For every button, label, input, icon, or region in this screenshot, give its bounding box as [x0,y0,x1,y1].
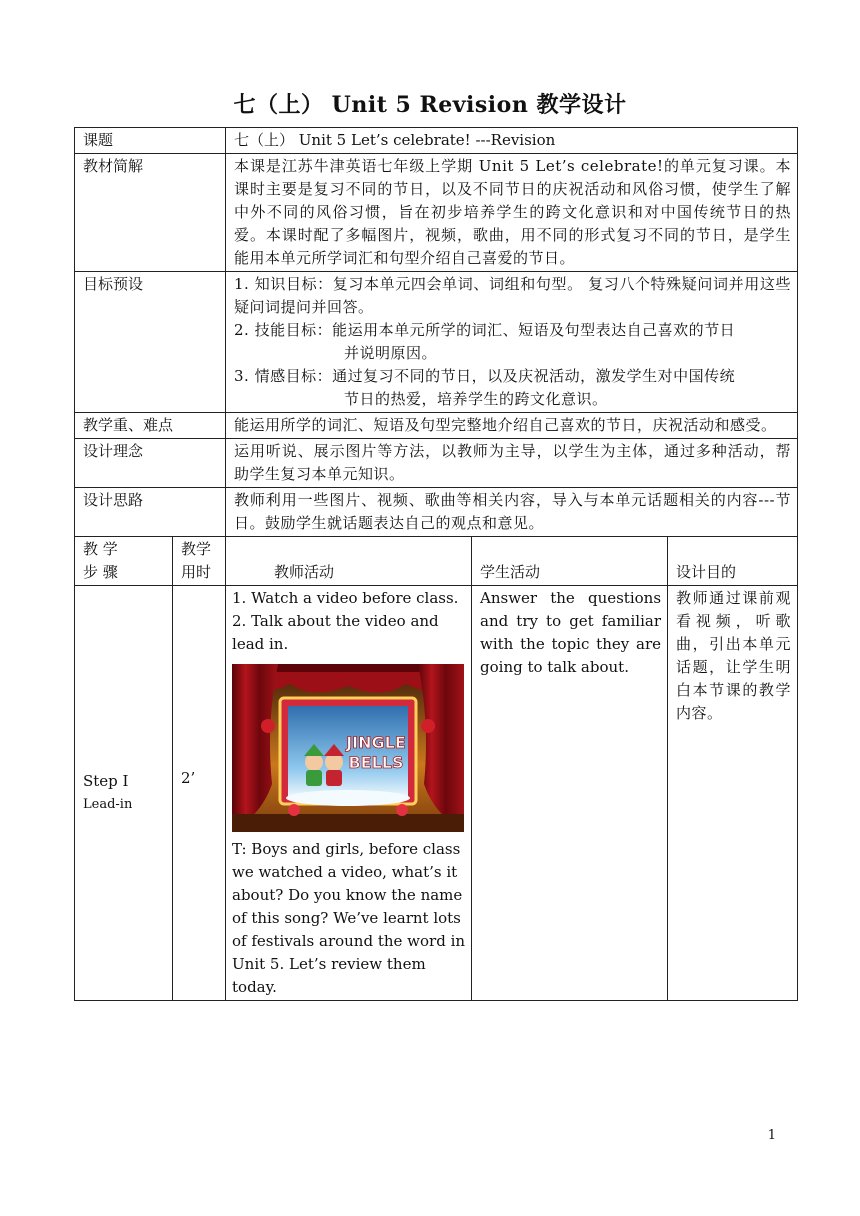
goal-skill-cont: 并说明原因。 [344,344,438,362]
step1-name-cell [75,586,173,1001]
teacher-activity-3: T: Boys and girls, before class we watched a video, what’s it about? Do you know the name of this song? We’ve learnt lots of festivals around the word in Unit 5. Let’s review them today. [232,840,466,996]
step1-teacher-cell [226,586,472,1001]
header-step-line1: 教 学 [83,540,118,558]
row-goals [75,272,798,413]
teacher-activity-1: 1. Watch a video before class. [232,589,459,607]
goal-skill: 2. 技能目标：能运用本单元所学的词汇、短语及句型表达自己喜欢的节日 [234,321,736,339]
approach-value: 教师利用一些图片、视频、歌曲等相关内容，导入与本单元话题相关的内容---节日。鼓励学生就话题表达自己的观点和意见。 [226,488,798,537]
header-time [173,537,226,586]
row-material [75,154,798,272]
step1-sub: Lead-in [83,797,133,812]
page-title: 七（上） Unit 5 Revision 教学设计 [233,92,627,118]
header-step [75,537,173,586]
bells-text: BELLS [348,753,404,772]
goal-emotion: 3. 情感目标：通过复习不同的节日，以及庆祝活动，激发学生对中国传统 [234,367,736,385]
material-label: 教材简解 [75,154,226,272]
row-approach [75,488,798,537]
header-purpose: 设计目的 [668,537,798,586]
goal-knowledge: 1. 知识目标：复习本单元四会单词、词组和句型。 复习八个特殊疑问词并用这些疑问词提问并回答。 [234,275,792,316]
goals-label: 目标预设 [75,272,226,413]
row-step1 [75,586,798,1001]
jingle-bells-illustration [232,664,464,832]
goal-emotion-cont: 节日的热爱，培养学生的跨文化意识。 [344,390,608,408]
jingle-bells-video-image [232,664,464,832]
concept-value: 运用听说、展示图片等方法，以教师为主导，以学生为主体，通过多种活动，帮助学生复习本单元知识。 [226,439,798,488]
topic-value: 七（上） Unit 5 Let’s celebrate! ---Revision [226,128,798,154]
lesson-plan-table [74,127,798,1001]
approach-label: 设计思路 [75,488,226,537]
concept-label: 设计理念 [75,439,226,488]
header-teacher: 教师活动 [226,537,472,586]
goals-value [226,272,798,413]
material-value: 本课是江苏牛津英语七年级上学期 Unit 5 Let’s celebrate!的单元复习课。本课时主要是复习不同的节日，以及不同节日的庆祝活动和风俗习惯，使学生了解中外不同的风俗习惯，旨在初步培养学生的跨文化意识和对中国传统节日的热爱。本课时配了多幅图片，视频，歌曲，用不同的形式复习不同的节日，是学生能用本单元所学词汇和句型介绍自己喜爱的节日。 [226,154,798,272]
step1-student: Answer the questions and try to get familiar with the topic they are going to talk about. [472,586,668,1001]
key-points-label: 教学重、难点 [75,413,226,439]
header-time-line1: 教学 [181,540,212,558]
header-time-line2: 用时 [181,563,212,581]
header-step-line2: 步 骤 [83,563,118,581]
header-student: 学生活动 [472,537,668,586]
key-points-value: 能运用所学的词汇、短语及句型完整地介绍自己喜欢的节日，庆祝活动和感受。 [226,413,798,439]
jingle-text: JINGLE [346,733,406,752]
step1-name: Step Ⅰ [83,772,129,790]
row-steps-header [75,537,798,586]
topic-label: 课题 [75,128,226,154]
row-topic [75,128,798,154]
row-concept [75,439,798,488]
step1-time: 2’ [173,586,226,1001]
teacher-activity-2: 2. Talk about the video and lead in. [232,612,439,653]
page-number: 1 [767,1128,776,1143]
row-key-points [75,413,798,439]
step1-purpose: 教师通过课前观看视频，听歌曲，引出本单元话题，让学生明白本节课的教学内容。 [668,586,798,1001]
